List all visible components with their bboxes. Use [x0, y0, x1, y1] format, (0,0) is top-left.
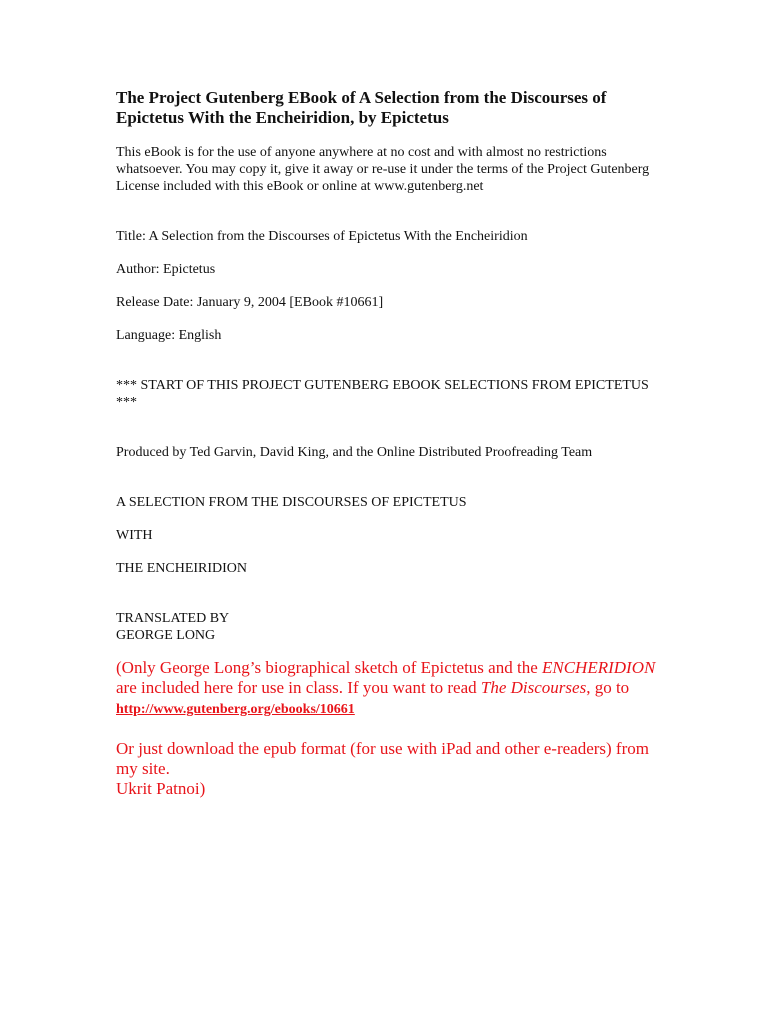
class-note-text-2: are included here for use in class. If you want to read [116, 678, 481, 697]
class-note-text-1: (Only George Long’s biographical sketch of Epictetus and the [116, 658, 542, 677]
translated-by-line: TRANSLATED BY [116, 611, 230, 626]
language-line: Language: English [116, 328, 222, 343]
intro-paragraph: This eBook is for the use of anyone anywhere at no cost and with almost no restrictions whatsoever. You may copy it, give it away or re-use it under the terms of the Project Gutenberg License included with this eBook or online at www.gutenberg.net [116, 145, 650, 194]
release-date-line: Release Date: January 9, 2004 [EBook #10661] [116, 295, 384, 310]
author-line: Author: Epictetus [116, 262, 216, 277]
gutenberg-link[interactable]: http://www.gutenberg.org/ebooks/10661 [116, 702, 355, 717]
heading-discourses: A SELECTION FROM THE DISCOURSES OF EPICTETUS [116, 495, 467, 510]
class-note [116, 658, 656, 720]
heading-with: WITH [116, 528, 153, 543]
spacer [116, 311, 656, 327]
spacer [116, 344, 656, 377]
spacer [116, 245, 656, 261]
class-note-text-3: , go to [586, 678, 630, 697]
spacer [116, 511, 656, 527]
translator-name: GEORGE LONG [116, 628, 216, 643]
produced-by-line: Produced by Ted Garvin, David King, and the Online Distributed Proofreading Team [116, 445, 593, 460]
spacer [116, 278, 656, 294]
signature: Ukrit Patnoi) [116, 779, 206, 798]
class-note-discourses: The Discourses [480, 678, 587, 697]
spacer [116, 544, 656, 560]
spacer [116, 411, 656, 444]
heading-encheiridion: THE ENCHEIRIDION [116, 561, 248, 576]
class-note-encheiridion: ENCHERIDION [542, 658, 656, 677]
spacer [116, 720, 656, 739]
spacer [116, 461, 656, 494]
spacer [116, 644, 656, 658]
document-title: The Project Gutenberg EBook of A Selection from the Discourses of Epictetus With the Encheiridion, by Epictetus [116, 88, 607, 127]
start-marker: *** START OF THIS PROJECT GUTENBERG EBOOK SELECTIONS FROM EPICTETUS *** [116, 378, 649, 410]
title-line: Title: A Selection from the Discourses of Epictetus With the Encheiridion [116, 229, 528, 244]
epub-note: Or just download the epub format (for use with iPad and other e-readers) from my site. [116, 739, 649, 778]
document-page [116, 88, 656, 799]
spacer [116, 195, 656, 228]
spacer [116, 577, 656, 610]
